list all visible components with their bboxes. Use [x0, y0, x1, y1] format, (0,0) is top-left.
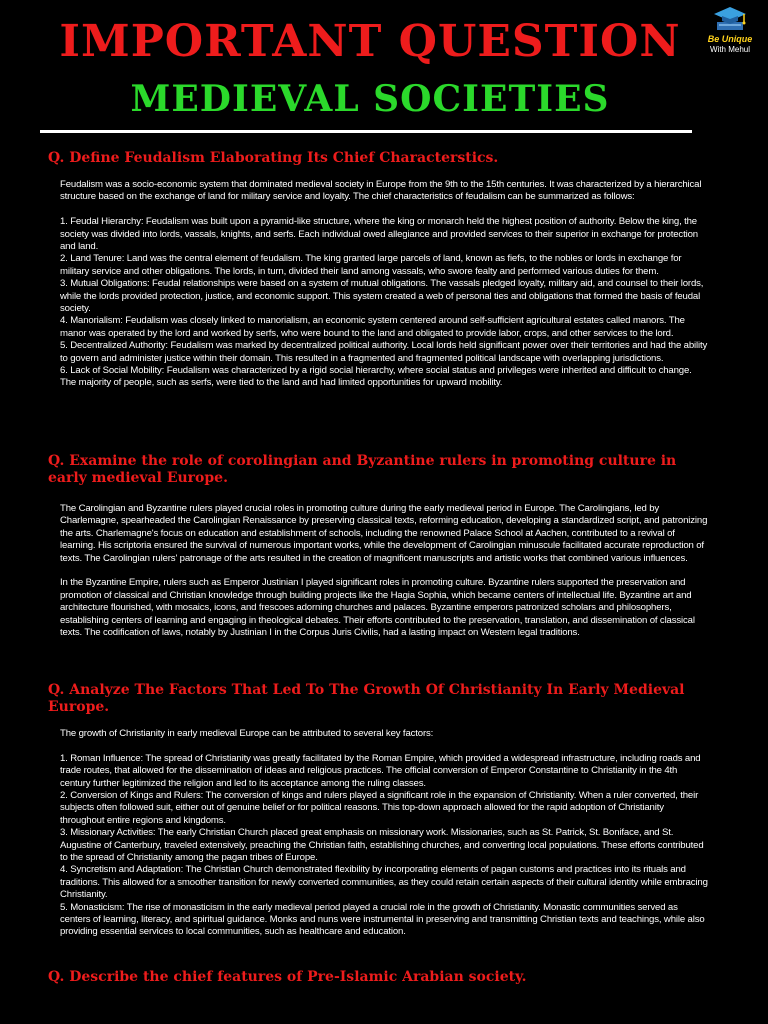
answer-3-point: 2. Conversion of Kings and Rulers: The conversion of kings and rulers played a significant role in the expansion of Christianity. When a ruler converted, their subjects often followed suit, either out of genuine belief or for political reasons. This top-down approach allowed for the rapid adoption of Christianity throughout entire regions and kingdoms.	[60, 790, 699, 826]
question-2-heading: Q. Examine the role of corolingian and Byzantine rulers in promoting culture in early medieval Europe.	[48, 453, 677, 486]
page-subtitle: MEDIEVAL SOCIETIES	[130, 78, 610, 120]
graduation-cap-icon	[713, 4, 747, 34]
answer-1-point: 5. Decentralized Authority: Feudalism was marked by decentralized political authority. Local lords held significant power over their territories and had the ability to govern and administer justice within their domain. This resulted in a fragmented and fragmented political landscape with overlapping jurisdictions.	[60, 340, 708, 364]
answer-3-point: 4. Syncretism and Adaptation: The Christian Church demonstrated flexibility by incorporating elements of pagan customs and practices into its rituals and traditions. This allowed for a smoother transition for newly converted communities, as they could retain certain aspects of their cultural identity while embracing Christianity.	[60, 864, 708, 901]
header-divider	[40, 130, 692, 133]
answer-2	[60, 503, 708, 639]
answer-2-paragraph: The Carolingian and Byzantine rulers played crucial roles in promoting culture during the early medieval period in Europe. The Carolingians, led by Charlemagne, spearheaded the Carolingian Renaissance by preserving classical texts, reforming education, developing a standardized script, and patronizing the arts. Charlemagne's focus on education and establishment of schools, including the renowned Palace School at Aachen, contributed to a revival of learning. His scriptoria ensured the survival of numerous important works, while the development of Carolingian minuscule facilitated accurate reproduction of texts. The Carolingian rulers' patronage of the arts resulted in the creation of magnificent manuscripts and artistic works that combined various influences.	[60, 503, 708, 564]
question-4-heading: Q. Describe the chief features of Pre-Islamic Arabian society.	[48, 969, 527, 985]
question-3-heading: Q. Analyze The Factors That Led To The Growth Of Christianity In Early Medieval Europe.	[48, 682, 685, 715]
answer-1-point: 6. Lack of Social Mobility: Feudalism was characterized by a rigid social hierarchy, where social status and privileges were inherited and difficult to change. The majority of people, such as serfs, were tied to the land and had limited opportunities for upward mobility.	[60, 365, 692, 389]
logo-line1: Be Unique	[707, 34, 753, 44]
answer-3	[60, 728, 708, 939]
logo-line2: With Mehul	[709, 45, 750, 54]
answer-3-point: 5. Monasticism: The rise of monasticism in the early medieval period played a crucial role in the growth of Christianity. Monastic communities served as centers of learning, literacy, and spiritual guidance. Monks and nuns were instrumental in preserving and transmitting Christian texts and teachings, while also providing essential services to local communities, such as healthcare and education.	[60, 901, 705, 938]
answer-1-point: 2. Land Tenure: Land was the central element of feudalism. The king granted large parcels of land, known as fiefs, to the nobles or lords in exchange for military service and other obligations. The lords, in turn, divided their land among vassals, who swore fealty and performed various duties for them.	[60, 253, 682, 277]
question-1-heading: Q. Define Feudalism Elaborating Its Chief Characterstics.	[48, 150, 499, 166]
answer-1-point: 4. Manorialism: Feudalism was closely linked to manorialism, an economic system centered around self-sufficient agricultural estates called manors. The manor was operated by the lord and worked by serfs, who were bound to the land and obligated to provide labor, crops, and other services to the lord.	[60, 315, 685, 339]
page-title: IMPORTANT QUESTION	[59, 16, 681, 67]
answer-1-paragraph: Feudalism was a socio-economic system that dominated medieval society in Europe from the 9th to the 15th centuries. It was characterized by a hierarchical structure based on the exchange of land for military service and loyalty. The chief characteristics of feudalism can be summarized as follows:	[60, 179, 702, 203]
answer-3-point: 1. Roman Influence: The spread of Christianity was greatly facilitated by the Roman Empire, which provided a widespread infrastructure, including roads and trade routes, that allowed for the dissemination of ideas and religious practices. The official conversion of Emperor Constantine to Christianity in the 4th century further legitimized the religion and led to its acceptance among the ruling classes.	[60, 752, 701, 789]
answer-1	[60, 179, 708, 390]
answer-3-paragraph: The growth of Christianity in early medieval Europe can be attributed to several key factors:	[60, 728, 434, 739]
answer-3-point: 3. Missionary Activities: The early Christian Church placed great emphasis on missionary work. Missionaries, such as St. Patrick, St. Boniface, and St. Augustine of Canterbury, traveled extensively, preaching the Christian faith, establishing churches, and converting local populations. These efforts contributed to the spread of Christianity among the pagan tribes of Europe.	[60, 827, 704, 864]
brand-logo	[700, 4, 760, 66]
answer-2-paragraph: In the Byzantine Empire, rulers such as Emperor Justinian I played significant roles in promoting culture. Byzantine rulers supported the preservation and promotion of classical and Christian knowledge through building projects like the Hagia Sophia, which became centers of intellectual life. Byzantine art and architecture flourished, with mosaics, icons, and frescoes adorning churches and palaces. Byzantine emperors patronized scholars and philosophers, establishing centers of learning and engaging in theological debates. Their efforts contributed to the preservation, translation, and dissemination of classical texts. The codification of laws, notably by Justinian I in the Corpus Juris Civilis, had a lasting impact on Western legal traditions.	[60, 577, 695, 639]
answer-1-point: 3. Mutual Obligations: Feudal relationships were based on a system of mutual obligations. The vassals pledged loyalty, military aid, and counsel to their lords, while the lords provided protection, justice, and economic support. This system created a web of personal ties and obligations that formed the basis of feudal society.	[60, 278, 704, 315]
answer-1-point: 1. Feudal Hierarchy: Feudalism was built upon a pyramid-like structure, where the king or monarch held the highest position of authority. Below the king, the society was divided into lords, vassals, knights, and serfs. Each individual owed allegiance and provided services to their superior in exchange for protection and land.	[60, 216, 698, 253]
